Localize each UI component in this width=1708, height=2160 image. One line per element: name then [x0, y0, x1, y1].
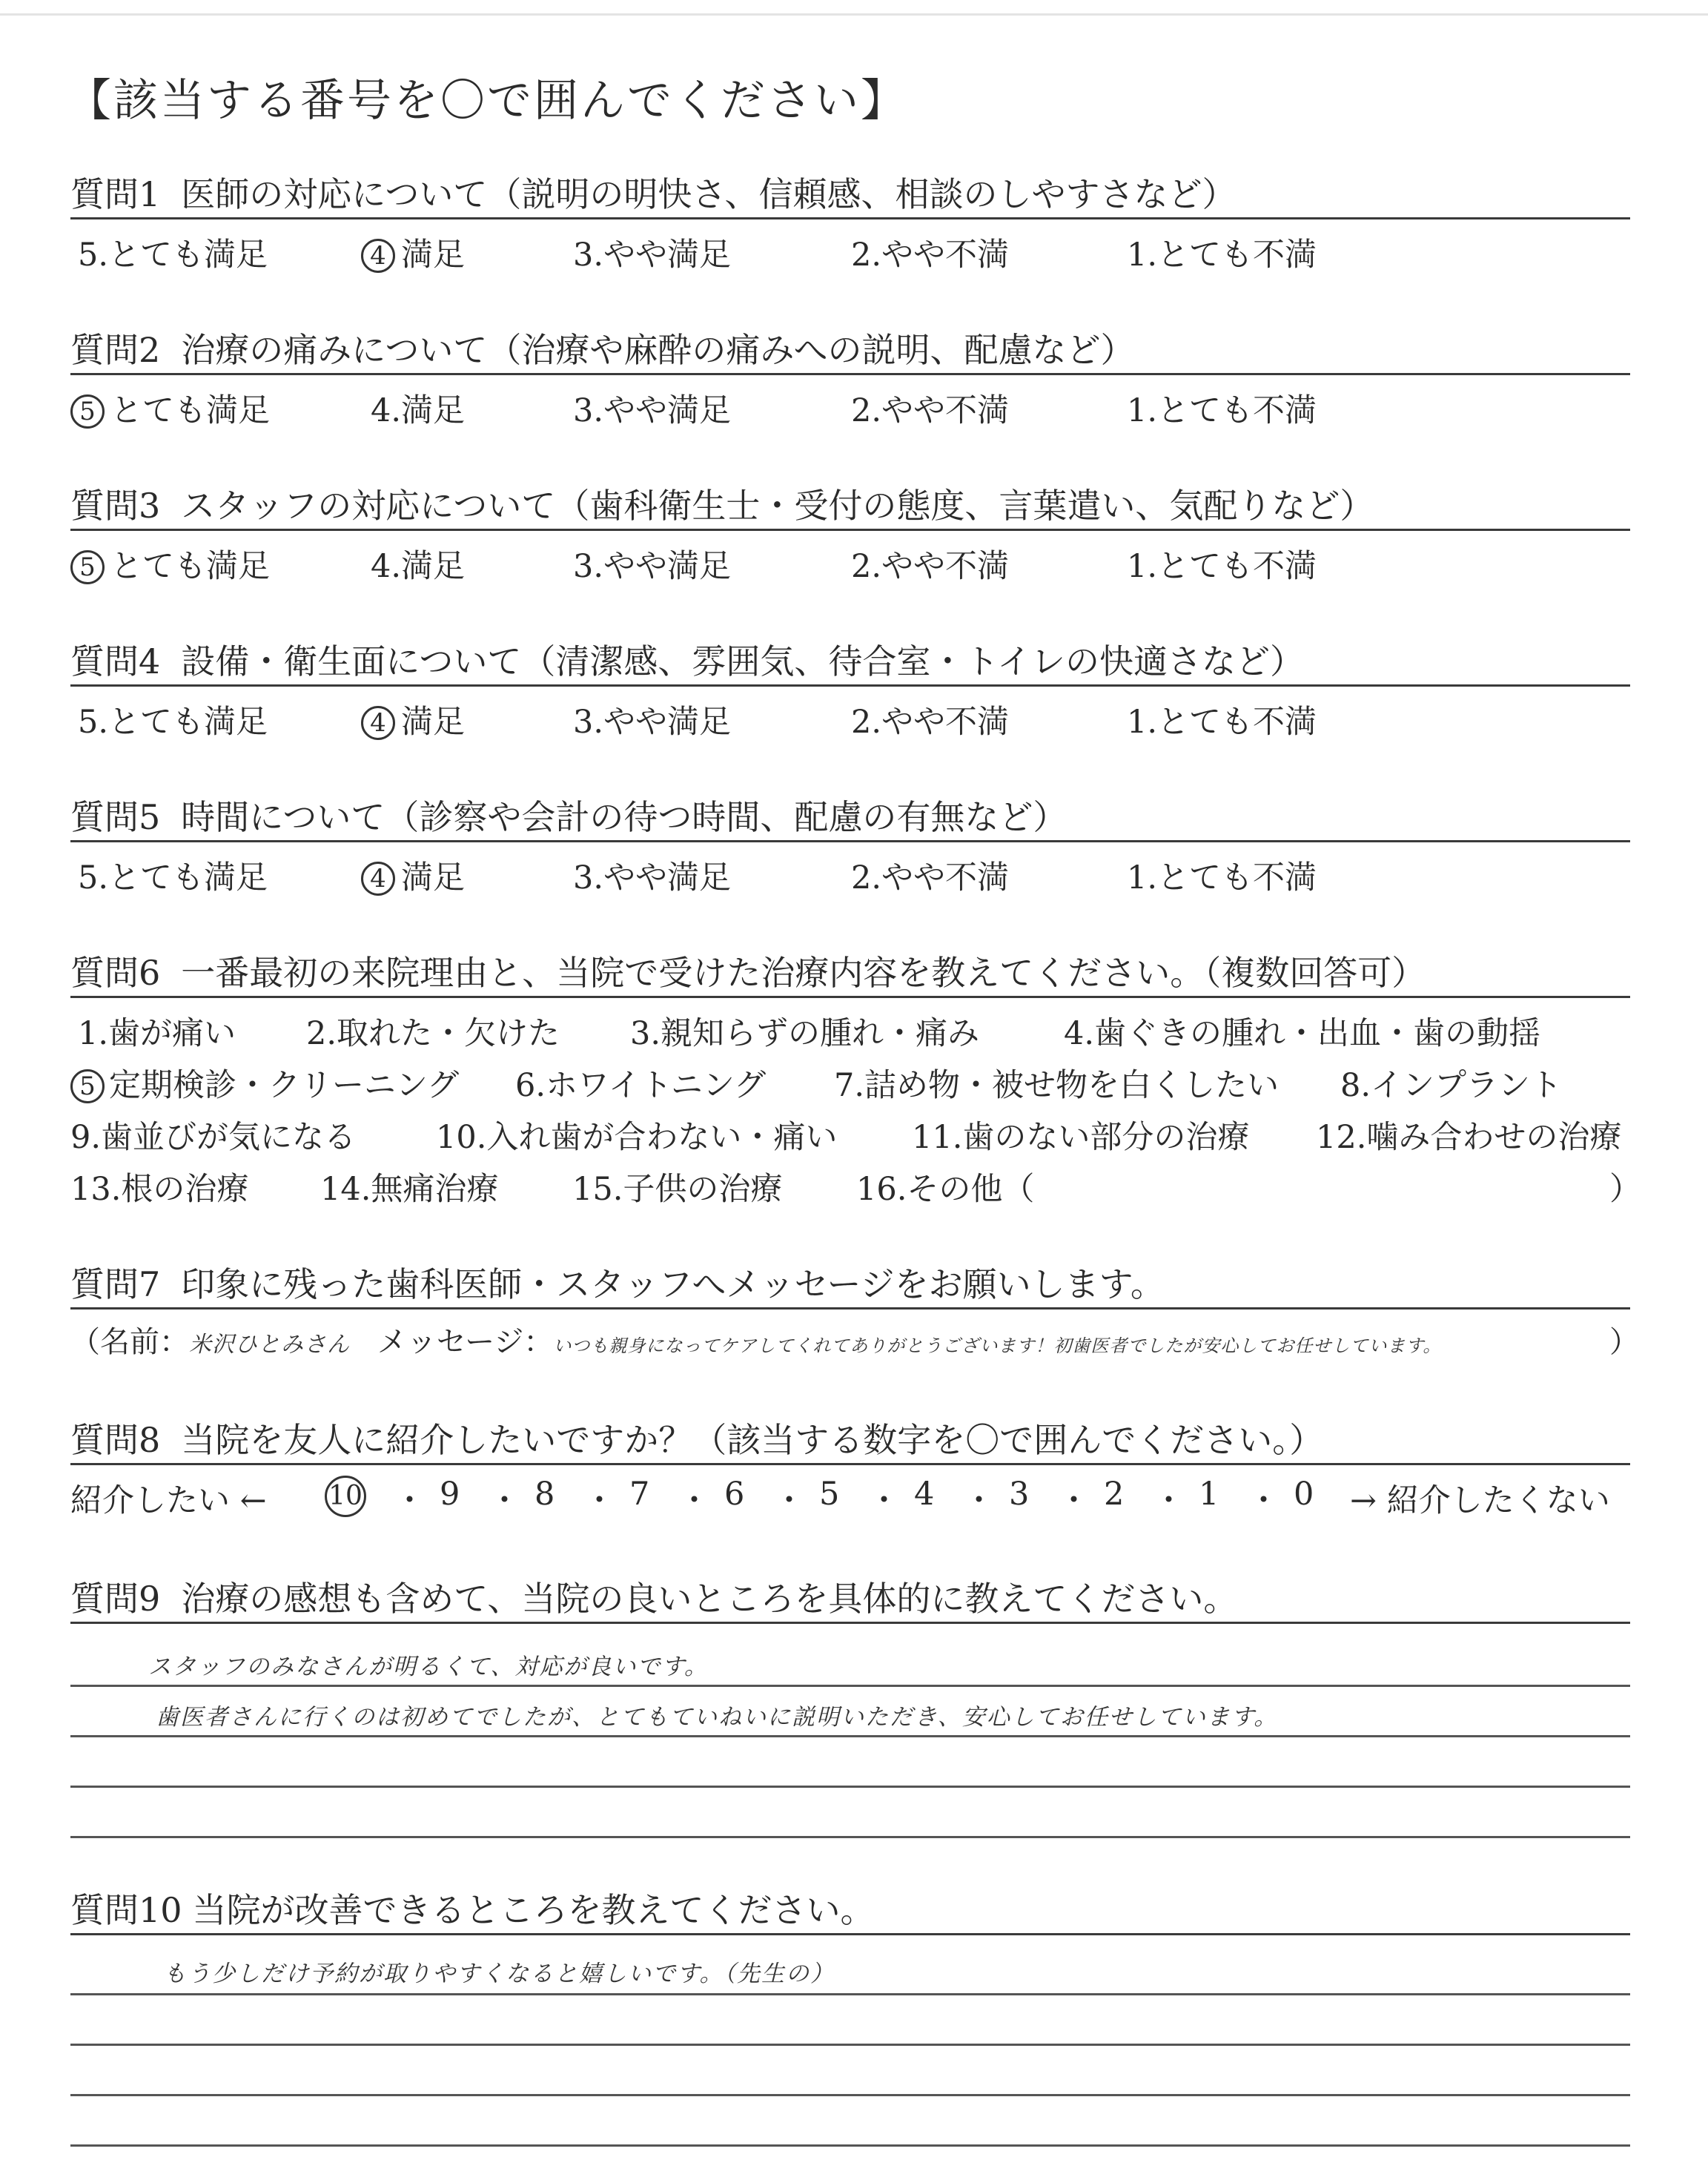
q8-value-8[interactable]: 8 [534, 1476, 555, 1513]
q3-option-2[interactable]: 2.やや不満 [851, 548, 1010, 585]
q6-row-2 [70, 1060, 1630, 1105]
question-1-options [70, 230, 1630, 274]
q5-option-1[interactable]: 1.とても不満 [1127, 859, 1317, 896]
q9-rule-4 [70, 1836, 1630, 1838]
q2-option-3[interactable]: 3.やや満足 [573, 392, 732, 429]
q1-option-1[interactable]: 1.とても不満 [1127, 237, 1317, 274]
q7-close: ） [1609, 1325, 1639, 1359]
question-6-label: 質問6 [70, 953, 161, 993]
q6-row-1 [70, 1008, 1630, 1053]
q3-option-3[interactable]: 3.やや満足 [573, 548, 732, 585]
selected-circle: 4 [361, 706, 395, 740]
q4-option-5[interactable]: 5.とても満足 [78, 704, 268, 741]
q2-option-1[interactable]: 1.とても不満 [1127, 392, 1317, 429]
q1-option-3[interactable]: 3.やや満足 [573, 237, 732, 274]
q8-value-6[interactable]: 6 [724, 1476, 745, 1513]
q8-value-9[interactable]: 9 [440, 1476, 460, 1513]
question-9-text: 治療の感想も含めて、当院の良いところを具体的に教えてください。 [181, 1579, 1238, 1619]
selected-circle: 5 [70, 550, 105, 584]
q7-message-line [70, 1318, 1639, 1361]
q4-option-4[interactable]: 4 満足 [361, 697, 465, 742]
q6-item-15[interactable]: 15.子供の治療 [572, 1171, 783, 1208]
q6-item-2[interactable]: 2.取れた・欠けた [306, 1015, 560, 1052]
question-8-label: 質問8 [70, 1420, 161, 1460]
question-5-heading [70, 790, 1630, 842]
question-6-text: 一番最初の来院理由と、当院で受けた治療内容を教えてください。（複数回答可） [181, 953, 1426, 993]
question-2-heading [70, 323, 1630, 375]
q8-value-10[interactable]: 10 [325, 1476, 366, 1517]
question-7-label: 質問7 [70, 1264, 161, 1304]
q6-item-13[interactable]: 13.根の治療 [70, 1171, 249, 1208]
q7-message-prefix: メッセージ： [377, 1325, 554, 1359]
question-1-text: 医師の対応について（説明の明快さ、信頼感、相談のしやすさなど） [181, 174, 1237, 214]
q6-item-1[interactable]: 1.歯が痛い [78, 1015, 236, 1052]
q6-item-9[interactable]: 9.歯並びが気になる [70, 1119, 357, 1156]
q8-value-0[interactable]: 0 [1294, 1476, 1314, 1513]
q6-item-14[interactable]: 14.無痛治療 [320, 1171, 499, 1208]
q9-rule-1 [70, 1685, 1630, 1687]
q8-value-3[interactable]: 3 [1009, 1476, 1030, 1513]
q10-answer-line-1: もう少しだけ予約が取りやすくなると嬉しいです。（先生の） [163, 1961, 835, 1987]
q6-row-4 [70, 1164, 1641, 1209]
q6-item-3[interactable]: 3.親知らずの腫れ・痛み [630, 1015, 980, 1052]
question-1-heading [70, 168, 1630, 219]
q6-item-10[interactable]: 10.入れ歯が合わない・痛い [436, 1119, 838, 1156]
q6-item-11[interactable]: 11.歯のない部分の治療 [912, 1119, 1250, 1156]
question-9-label: 質問9 [70, 1579, 161, 1619]
q6-item-12[interactable]: 12.噛み合わせの治療 [1316, 1119, 1622, 1156]
q1-option-5[interactable]: 5.とても満足 [78, 237, 268, 274]
question-3-text: スタッフの対応について（歯科衛生士・受付の態度、言葉遣い、気配りなど） [181, 486, 1374, 526]
q2-option-5[interactable]: 5 とても満足 [70, 386, 270, 431]
q6-item-4[interactable]: 4.歯ぐきの腫れ・出血・歯の動揺 [1064, 1015, 1541, 1052]
question-3-label: 質問3 [70, 486, 161, 526]
question-8-text: 当院を友人に紹介したいですか？（該当する数字を〇で囲んでください。） [181, 1420, 1324, 1460]
question-7-text: 印象に残った歯科医師・スタッフへメッセージをお願いします。 [181, 1264, 1165, 1304]
q8-value-7[interactable]: 7 [629, 1476, 650, 1513]
question-9-heading [70, 1572, 1630, 1624]
q7-name-value: 米沢ひとみさん [189, 1332, 350, 1358]
q1-option-4[interactable]: 4 満足 [361, 230, 465, 275]
question-4-label: 質問4 [70, 641, 161, 681]
q2-option-4[interactable]: 4.満足 [371, 392, 466, 429]
q1-option-2[interactable]: 2.やや不満 [851, 237, 1010, 274]
selected-circle: 4 [361, 862, 395, 896]
question-7-heading [70, 1258, 1630, 1309]
q4-option-1[interactable]: 1.とても不満 [1127, 704, 1317, 741]
q10-rule-3 [70, 2094, 1630, 2096]
q6-row-3 [70, 1112, 1630, 1157]
q8-right-label: → 紹介したくない [1350, 1482, 1610, 1519]
q6-item-7[interactable]: 7.詰め物・被せ物を白くしたい [834, 1067, 1280, 1104]
q5-option-2[interactable]: 2.やや不満 [851, 859, 1010, 896]
q9-answer-line-2: 歯医者さんに行くのは初めてでしたが、とてもていねいに説明いただき、安心してお任せしています。 [156, 1704, 1279, 1731]
q10-rule-1 [70, 1993, 1630, 1995]
q8-scale: 紹介したい ← 10 ・ 9 ・ 8 ・ 7 ・ 6 ・ 5 ・ 4 ・ 3 ・ 2 ・ 1 ・ 0 → 紹介したくない [70, 1476, 1610, 1519]
question-5-options [70, 853, 1630, 897]
q4-option-2[interactable]: 2.やや不満 [851, 704, 1010, 741]
q8-value-4[interactable]: 4 [914, 1476, 935, 1513]
question-3-heading [70, 479, 1630, 531]
q7-message-value: いつも親身になってケアしてくれてありがとうございます！初歯医者でしたが安心してお任せしています。 [553, 1335, 1442, 1356]
q7-name-prefix: （名前： [70, 1325, 189, 1359]
q6-item-8[interactable]: 8.インプラント [1340, 1067, 1563, 1104]
question-5-label: 質問5 [70, 797, 161, 837]
q5-option-5[interactable]: 5.とても満足 [78, 859, 268, 896]
q2-option-2[interactable]: 2.やや不満 [851, 392, 1010, 429]
question-4-text: 設備・衛生面について（清潔感、雰囲気、待合室・トイレの快適さなど） [181, 641, 1305, 681]
q6-item-16[interactable]: 16.その他（ [856, 1171, 1035, 1208]
question-8-heading [70, 1413, 1630, 1465]
question-5-text: 時間について（診察や会計の待つ時間、配慮の有無など） [181, 797, 1068, 837]
q8-value-1[interactable]: 1 [1199, 1476, 1219, 1513]
q6-item-5[interactable]: 5 定期検診・クリーニング [70, 1060, 459, 1106]
question-10-text: 当院が改善できるところを教えてください。 [192, 1890, 875, 1930]
q8-value-2[interactable]: 2 [1104, 1476, 1125, 1513]
question-2-text: 治療の痛みについて（治療や麻酔の痛みへの説明、配慮など） [181, 330, 1135, 370]
question-2-options [70, 386, 1630, 430]
q10-rule-4 [70, 2144, 1630, 2147]
q6-other-close: ） [1609, 1171, 1641, 1208]
question-10-label: 質問10 [70, 1890, 182, 1930]
q3-option-4[interactable]: 4.満足 [371, 548, 466, 585]
q5-option-4[interactable]: 4 満足 [361, 853, 465, 898]
q3-option-1[interactable]: 1.とても不満 [1127, 548, 1317, 585]
question-1-label: 質問1 [70, 174, 161, 214]
q8-value-5[interactable]: 5 [819, 1476, 840, 1513]
scan-edge [0, 13, 1708, 16]
question-6-heading [70, 946, 1630, 998]
q9-rule-2 [70, 1735, 1630, 1737]
question-4-heading [70, 635, 1630, 687]
q4-option-3[interactable]: 3.やや満足 [573, 704, 732, 741]
selected-circle: 5 [70, 394, 105, 429]
q8-left-label: 紹介したい ← [70, 1482, 267, 1519]
question-3-options [70, 541, 1630, 586]
question-10-heading [70, 1883, 1630, 1935]
question-2-label: 質問2 [70, 330, 161, 370]
q3-option-5[interactable]: 5 とても満足 [70, 541, 270, 587]
page-title: 【該当する番号を〇で囲んでください】 [67, 75, 907, 127]
q6-item-6[interactable]: 6.ホワイトニング [515, 1067, 767, 1104]
q5-option-3[interactable]: 3.やや満足 [573, 859, 732, 896]
question-4-options [70, 697, 1630, 742]
selected-circle: 4 [361, 239, 395, 273]
q9-rule-3 [70, 1786, 1630, 1788]
q10-rule-2 [70, 2044, 1630, 2046]
q9-answer-line-1: スタッフのみなさんが明るくて、対応が良いです。 [148, 1654, 709, 1680]
